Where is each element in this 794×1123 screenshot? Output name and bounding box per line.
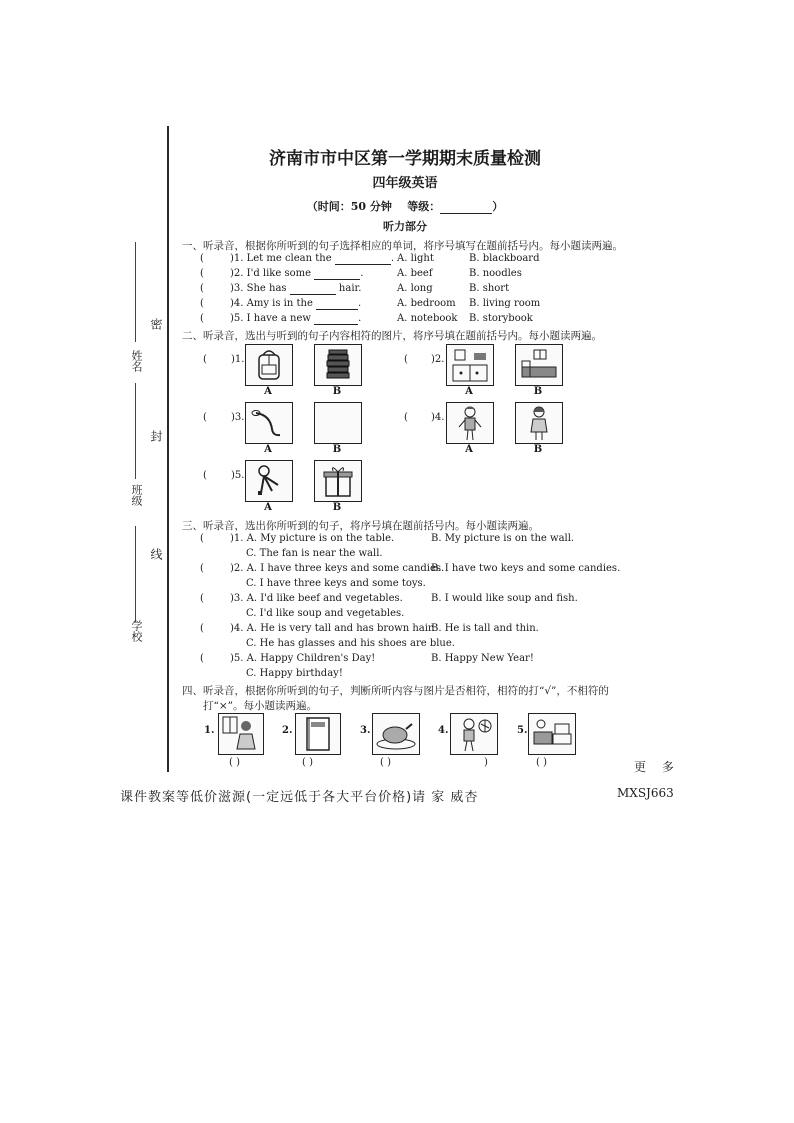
option-b: B. noodles <box>469 268 522 279</box>
option-b-label: B <box>332 386 342 397</box>
option-c: C. He has glasses and his shoes are blue. <box>246 638 455 649</box>
option-b: B. Happy New Year! <box>431 653 534 664</box>
answer-paren[interactable]: ( <box>200 298 204 309</box>
kitchen-icon[interactable] <box>446 344 494 386</box>
xian-char: 线 <box>149 548 163 560</box>
question-number: 5. <box>517 725 528 736</box>
question-number: )2. <box>431 354 445 365</box>
more-text: 更 多 <box>634 760 680 774</box>
school-label: 学校 <box>130 620 143 642</box>
feng-char: 封 <box>149 430 163 442</box>
option-b: B. living room <box>469 298 541 309</box>
blank-picture-icon[interactable] <box>314 402 362 444</box>
option-a: A. light <box>397 253 434 264</box>
answer-blank <box>290 283 336 295</box>
part1-instruction: 一、听录音，根据你所听到的句子选择相应的单词，将序号填写在题前括号内。每小题读两遍。 <box>182 240 623 252</box>
answer-paren[interactable]: ( <box>200 268 204 279</box>
class-label: 班级 <box>130 484 143 506</box>
question-number: 4. <box>438 725 449 736</box>
answer-paren[interactable]: ( <box>200 313 204 324</box>
mi-char: 密 <box>149 318 163 330</box>
part3-item-3 <box>200 593 403 604</box>
answer-paren[interactable]: ( <box>200 563 204 574</box>
footer-text: 课件教案等低价滋源(一定远低于各大平台价格)请 家 威杏 <box>120 790 479 805</box>
answer-paren[interactable]: ( <box>200 653 204 664</box>
gift-icon[interactable] <box>314 460 362 502</box>
answer-paren[interactable]: ( <box>200 253 204 264</box>
question-end: . <box>358 298 362 309</box>
name-underline <box>135 242 136 342</box>
option-a: A. beef <box>397 268 433 279</box>
option-c: C. The fan is near the wall. <box>246 548 383 559</box>
part1-item-5 <box>200 313 361 325</box>
answer-blank[interactable]: ( ) <box>380 757 391 768</box>
section-heading: 听力部分 <box>383 220 427 233</box>
option-b: B. blackboard <box>469 253 540 264</box>
part3-item-1 <box>200 533 394 544</box>
answer-blank[interactable]: ) <box>484 757 488 768</box>
class-underline <box>135 383 136 479</box>
answer-blank[interactable]: ( ) <box>302 757 313 768</box>
option-b-label: B <box>533 386 543 397</box>
option-b-label: B <box>533 444 543 455</box>
answer-blank[interactable]: ( ) <box>229 757 240 768</box>
time-grade-line <box>170 198 640 214</box>
page-title: 济南市市中区第一学期期末质量检测 <box>269 149 541 169</box>
girl-window-icon[interactable] <box>218 713 264 755</box>
spoon-icon[interactable] <box>245 402 293 444</box>
part3-item-5 <box>200 653 375 664</box>
option-a-label: A <box>264 386 272 397</box>
option-b: B. My picture is on the wall. <box>431 533 575 544</box>
option-b: B. short <box>469 283 510 294</box>
option-a-label: A <box>264 444 272 455</box>
living-room-icon[interactable] <box>528 713 576 755</box>
question-end: . <box>390 253 395 264</box>
page-subtitle: 四年级英语 <box>372 176 438 191</box>
option-a: A. long <box>397 283 433 294</box>
question-number: )4. <box>431 412 445 423</box>
question-end: . <box>358 313 362 324</box>
name-label: 姓名 <box>130 350 143 372</box>
binding-line <box>167 126 169 772</box>
option-a: )3. A. I'd like beef and vegetables. <box>230 593 403 604</box>
schoolbag-icon[interactable] <box>245 344 293 386</box>
option-c: C. I'd like soup and vegetables. <box>246 608 405 619</box>
answer-paren[interactable]: ( <box>404 354 408 365</box>
grade-blank[interactable] <box>440 200 492 214</box>
answer-paren[interactable]: ( <box>200 593 204 604</box>
option-b: B. storybook <box>469 313 533 324</box>
option-a: A. bedroom <box>397 298 456 309</box>
part4-instruction-line1: 四、听录音，根据你所听到的句子，判断所听内容与图片是否相符，相符的打“√”，不相符的 <box>182 685 609 697</box>
part1-item-4 <box>200 298 361 310</box>
part4-instruction-line2: 打“×”。每小题读两遍。 <box>203 700 318 712</box>
option-a: )2. A. I have three keys and some candies. <box>230 563 445 574</box>
close-paren: ） <box>492 200 504 213</box>
question-text: )1. Let me clean the <box>230 253 332 264</box>
part1-item-1 <box>200 253 394 265</box>
question-text: )4. Amy is in the <box>230 298 313 309</box>
question-number: 2. <box>282 725 293 736</box>
option-a-label: A <box>264 502 272 513</box>
answer-paren[interactable]: ( <box>203 354 207 365</box>
part3-item-2 <box>200 563 444 574</box>
option-a: )4. A. He is very tall and has brown hair. <box>230 623 435 634</box>
books-icon[interactable] <box>314 344 362 386</box>
answer-blank <box>316 298 358 310</box>
question-text: )5. I have a new <box>230 313 311 324</box>
option-a: )1. A. My picture is on the table. <box>230 533 395 544</box>
answer-paren[interactable]: ( <box>200 533 204 544</box>
option-a-label: A <box>465 386 473 397</box>
question-number: )1. <box>231 354 245 365</box>
option-b-label: B <box>332 444 342 455</box>
part3-instruction: 三、听录音，选出你所听到的句子，将序号填在题前括号内。每小题读两遍。 <box>182 520 539 532</box>
option-b: B. He is tall and thin. <box>431 623 539 634</box>
grade-label: 等级： <box>407 200 441 213</box>
option-b-label: B <box>332 502 342 513</box>
option-a-label: A <box>465 444 473 455</box>
question-number: )5. <box>231 470 245 481</box>
notebook-icon[interactable] <box>295 713 341 755</box>
answer-blank[interactable]: ( ) <box>536 757 547 768</box>
girl-icon[interactable] <box>515 402 563 444</box>
option-c: C. I have three keys and some toys. <box>246 578 426 589</box>
option-b: B. I have two keys and some candies. <box>431 563 621 574</box>
chicken-icon[interactable] <box>372 713 420 755</box>
question-end: hair. <box>338 283 362 294</box>
question-number: 1. <box>204 725 215 736</box>
part1-item-2 <box>200 268 363 280</box>
footer-code: MXSJ663 <box>617 786 674 800</box>
answer-paren[interactable]: ( <box>203 470 207 481</box>
answer-paren[interactable]: ( <box>404 412 408 423</box>
boy-icon[interactable] <box>446 402 494 444</box>
option-b: B. I would like soup and fish. <box>431 593 578 604</box>
answer-paren[interactable]: ( <box>200 283 204 294</box>
question-number: 3. <box>360 725 371 736</box>
part1-item-3 <box>200 283 361 295</box>
answer-paren[interactable]: ( <box>200 623 204 634</box>
bedroom-icon[interactable] <box>515 344 563 386</box>
keys-icon[interactable] <box>245 460 293 502</box>
school-underline <box>135 526 136 622</box>
answer-paren[interactable]: ( <box>203 412 207 423</box>
option-a: )5. A. Happy Children's Day! <box>230 653 376 664</box>
part2-instruction: 二、听录音，选出与听到的句子内容相符的图片，将序号填在题前括号内。每小题读两遍。 <box>182 330 602 342</box>
option-a: A. notebook <box>397 313 458 324</box>
part3-item-4 <box>200 623 435 634</box>
answer-blank <box>314 268 360 280</box>
question-text: )3. She has <box>230 283 287 294</box>
question-number: )3. <box>231 412 245 423</box>
answer-blank <box>335 253 391 265</box>
option-c: C. Happy birthday! <box>246 668 343 679</box>
time-label: （时间：50 分钟 <box>306 200 392 213</box>
question-end: . <box>360 268 364 279</box>
boy-ball-icon[interactable] <box>450 713 498 755</box>
answer-blank <box>314 313 358 325</box>
question-text: )2. I'd like some <box>230 268 312 279</box>
